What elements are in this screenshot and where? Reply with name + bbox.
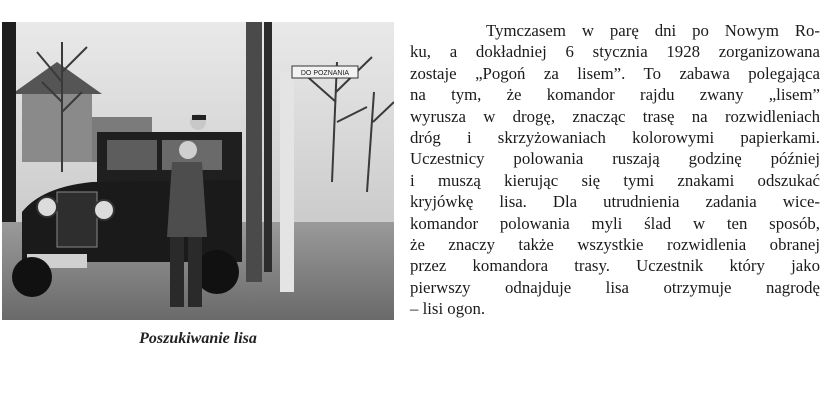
car-scene-illustration: [2, 22, 394, 320]
article-line: ku, a dokładniej 6 stycznia 1928 zorganizowana: [410, 42, 820, 62]
article-line: że znaczy także wszystkie rozwidlenia obranej: [410, 235, 820, 255]
article-line: pierwszy odnajduje lisa otrzymuje nagrodę: [410, 277, 820, 297]
historical-photo: [2, 22, 394, 320]
article-line: wyrusza w drogę, znacząc trasę na rozwidleniach: [410, 106, 820, 126]
article-line: – lisi ogon.: [410, 299, 486, 319]
article-line: przez komandora trasy. Uczestnik który jako: [410, 256, 820, 276]
article-text: [410, 20, 820, 320]
photo-caption: Poszukiwanie lisa: [139, 330, 257, 347]
article-line: i muszą kierując się tymi znakami odszukać: [410, 170, 820, 190]
article-line: Tymczasem w parę dni po Nowym Ro-: [486, 21, 820, 40]
article-line: zostaje „Pogoń za lisem”. To zabawa polegająca: [410, 63, 820, 83]
article-line: na tym, że komandor rajdu zwany „lisem”: [410, 85, 820, 105]
direction-sign-text: DO POZNANIA: [300, 70, 350, 77]
article-line: kryjówkę lisa. Dla utrudnienia zadania wice-: [410, 192, 820, 212]
article-line: Uczestnicy polowania ruszają godzinę później: [410, 149, 820, 169]
article-line: dróg i skrzyżowaniach kolorowymi papierkami.: [410, 128, 820, 148]
article-line: komandor polowania myli ślad w ten sposób,: [410, 213, 820, 233]
